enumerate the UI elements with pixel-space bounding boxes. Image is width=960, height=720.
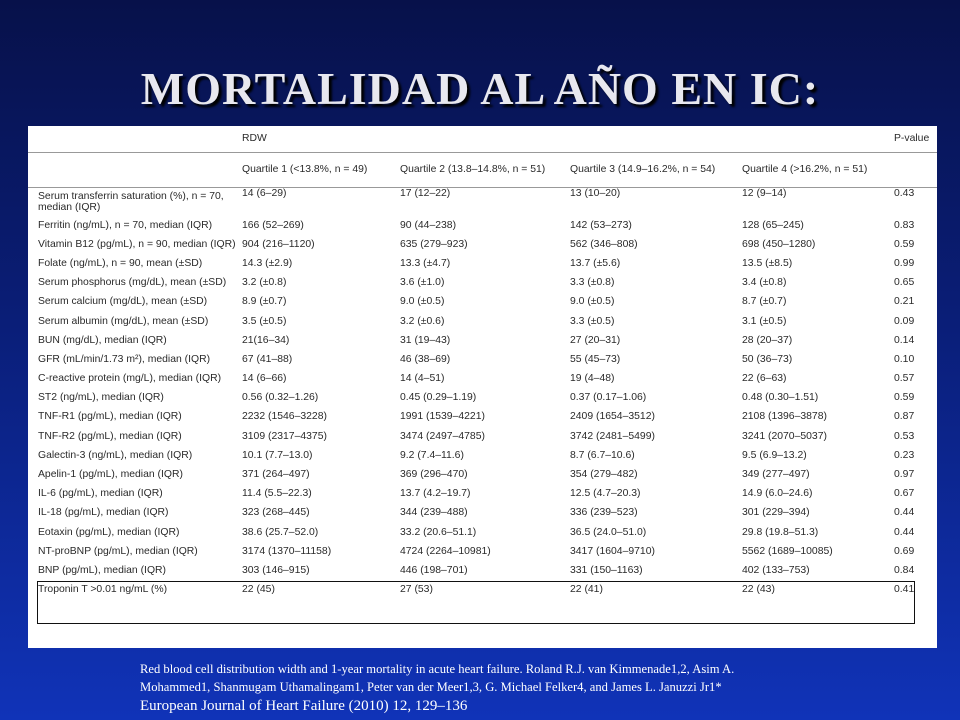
quartile-3-cell: 331 (150–1163): [570, 564, 643, 576]
row-label: [28, 388, 242, 407]
quartile-4-cell: 9.5 (6.9–13.2): [742, 449, 807, 461]
quartile-1-cell: 371 (264–497): [242, 469, 310, 481]
quartile-4-cell: 13.5 (±8.5): [742, 257, 793, 269]
row-label: [28, 427, 242, 446]
p-value-cell: 0.83: [894, 219, 915, 231]
citation-line-1: Red blood cell distribution width and 1-year mortality in acute heart failure. Roland R.J. van Kimmenade1,2, Asim A.: [140, 662, 735, 676]
rdw-group-header: RDW: [242, 126, 894, 152]
quartile-3-cell: 9.0 (±0.5): [570, 296, 615, 308]
quartile-1-cell: 38.6 (25.7–52.0): [242, 526, 319, 538]
table-row: [28, 216, 937, 235]
table-row: [28, 187, 937, 216]
table-row: [28, 292, 937, 311]
table-image-panel: [28, 126, 937, 648]
citation-journal: European Journal of Heart Failure (2010) 12, 129–136: [140, 698, 468, 714]
quartile-2-cell: 17 (12–22): [400, 187, 451, 199]
quartile-4-cell: 3241 (2070–5037): [742, 430, 827, 442]
quartile-2-cell: 3474 (2497–4785): [400, 430, 485, 442]
quartile-1-cell: 0.56 (0.32–1.26): [242, 392, 319, 404]
row-label: [28, 446, 242, 465]
quartile-1-cell: 904 (216–1120): [242, 238, 315, 250]
table-row: [28, 542, 937, 561]
p-value-cell: 0.23: [894, 449, 915, 461]
quartile-2-cell: 13.7 (4.2–19.7): [400, 488, 471, 500]
quartile-1-cell: 2232 (1546–3228): [242, 411, 327, 423]
quartile-1-cell: 67 (41–88): [242, 353, 293, 365]
quartile-3-cell: 562 (346–808): [570, 238, 638, 250]
p-value-cell: 0.43: [894, 187, 915, 199]
row-label-text: ST2 (ng/mL), median (IQR): [38, 392, 164, 404]
row-label: [28, 331, 242, 350]
table-row: [28, 446, 937, 465]
quartile-4-cell: 22 (6–63): [742, 373, 787, 385]
p-value-cell: 0.10: [894, 353, 915, 365]
p-value-cell: 0.57: [894, 373, 915, 385]
table-row: [28, 503, 937, 522]
row-label-text: BNP (pg/mL), median (IQR): [38, 564, 166, 576]
table-row: [28, 235, 937, 254]
p-value-cell: 0.44: [894, 507, 915, 519]
p-value-cell: 0.99: [894, 257, 915, 269]
quartile-1-cell: 22 (45): [242, 584, 275, 596]
table-row: [28, 427, 937, 446]
quartile-2-cell: 13.3 (±4.7): [400, 257, 451, 269]
row-label: [28, 292, 242, 311]
quartile-1-cell: 166 (52–269): [242, 219, 304, 231]
row-label-text: Serum albumin (mg/dL), mean (±SD): [38, 315, 209, 327]
table-row: [28, 273, 937, 292]
quartile-2-cell: 90 (44–238): [400, 219, 457, 231]
quartile-2-cell: 4724 (2264–10981): [400, 545, 491, 557]
row-label-text: Folate (ng/mL), n = 90, mean (±SD): [38, 257, 203, 269]
quartile-3-cell: 12.5 (4.7–20.3): [570, 488, 641, 500]
row-label: [28, 484, 242, 503]
quartile-2-cell: 33.2 (20.6–51.1): [400, 526, 477, 538]
table-row: [28, 331, 937, 350]
p-value-cell: 0.97: [894, 469, 915, 481]
row-label-text: IL-6 (pg/mL), median (IQR): [38, 488, 163, 500]
row-label-text: TNF-R2 (pg/mL), median (IQR): [38, 430, 182, 442]
row-label: [28, 254, 242, 273]
quartile-4-cell: 3.1 (±0.5): [742, 315, 787, 327]
table-row: [28, 311, 937, 330]
quartile-4-cell: 3.4 (±0.8): [742, 277, 787, 289]
quartile-4-cell: 5562 (1689–10085): [742, 545, 833, 557]
quartile-4-cell: 8.7 (±0.7): [742, 296, 787, 308]
quartile-3-cell: 22 (41): [570, 584, 603, 596]
row-label: [28, 407, 242, 426]
row-label: [28, 350, 242, 369]
row-label: [28, 561, 242, 580]
rdw-table: [28, 126, 937, 599]
table-row: [28, 465, 937, 484]
quartile-4-cell: 2108 (1396–3878): [742, 411, 827, 423]
quartile-4-cell: 28 (20–37): [742, 334, 793, 346]
p-value-cell: 0.87: [894, 411, 915, 423]
quartile-2-cell: 0.45 (0.29–1.19): [400, 392, 477, 404]
quartile-3-cell: 354 (279–482): [570, 469, 638, 481]
quartile-1-header: Quartile 1 (<13.8%, n = 49): [242, 152, 400, 187]
quartile-1-cell: 14.3 (±2.9): [242, 257, 293, 269]
row-label-text: Serum phosphorus (mg/dL), mean (±SD): [38, 277, 227, 289]
row-label-text: Vitamin B12 (pg/mL), n = 90, median (IQR): [38, 238, 236, 250]
table-row: [28, 350, 937, 369]
row-label-text-2: median (IQR): [38, 201, 101, 213]
quartile-4-cell: 698 (450–1280): [742, 238, 816, 250]
row-label-text: BUN (mg/dL), median (IQR): [38, 334, 167, 346]
quartile-1-cell: 14 (6–29): [242, 187, 287, 199]
quartile-3-header: Quartile 3 (14.9–16.2%, n = 54): [570, 152, 742, 187]
row-label-text: GFR (mL/min/1.73 m²), median (IQR): [38, 353, 211, 365]
p-value-cell: 0.84: [894, 564, 915, 576]
row-label: [28, 369, 242, 388]
quartile-4-cell: 402 (133–753): [742, 564, 810, 576]
quartile-3-cell: 27 (20–31): [570, 334, 621, 346]
row-label-text: Troponin T >0.01 ng/mL (%): [38, 584, 168, 596]
p-value-cell: 0.14: [894, 334, 915, 346]
quartile-3-cell: 142 (53–273): [570, 219, 632, 231]
p-value-cell: 0.44: [894, 526, 915, 538]
quartile-1-cell: 3.2 (±0.8): [242, 277, 287, 289]
table-row: [28, 484, 937, 503]
quartile-2-cell: 369 (296–470): [400, 469, 468, 481]
quartile-1-cell: 3174 (1370–11158): [242, 545, 332, 557]
row-label: [28, 465, 242, 484]
quartile-2-cell: 635 (279–923): [400, 238, 468, 250]
quartile-4-cell: 14.9 (6.0–24.6): [742, 488, 813, 500]
p-value-cell: 0.65: [894, 277, 915, 289]
quartile-1-cell: 303 (146–915): [242, 564, 310, 576]
quartile-3-cell: 55 (45–73): [570, 353, 621, 365]
quartile-2-cell: 27 (53): [400, 584, 433, 596]
quartile-4-cell: 29.8 (19.8–51.3): [742, 526, 819, 538]
table-row: [28, 388, 937, 407]
quartile-3-cell: 3417 (1604–9710): [570, 545, 655, 557]
row-label-text: Apelin-1 (pg/mL), median (IQR): [38, 469, 183, 481]
quartile-4-cell: 301 (229–394): [742, 507, 810, 519]
quartile-4-cell: 349 (277–497): [742, 469, 810, 481]
p-value-cell: 0.21: [894, 296, 915, 308]
p-value-cell: 0.09: [894, 315, 915, 327]
quartile-4-cell: 0.48 (0.30–1.51): [742, 392, 819, 404]
table-row: [28, 580, 937, 599]
quartile-2-cell: 446 (198–701): [400, 564, 468, 576]
quartile-3-cell: 8.7 (6.7–10.6): [570, 449, 635, 461]
row-label: [28, 542, 242, 561]
p-value-cell: 0.69: [894, 545, 915, 557]
row-label: [28, 580, 242, 599]
p-value-cell: 0.67: [894, 488, 915, 500]
row-label-text: Serum calcium (mg/dL), mean (±SD): [38, 296, 208, 308]
quartile-2-cell: 1991 (1539–4221): [400, 411, 485, 423]
quartile-4-header: Quartile 4 (>16.2%, n = 51): [742, 152, 894, 187]
quartile-1-cell: 3.5 (±0.5): [242, 315, 287, 327]
row-label-text: IL-18 (pg/mL), median (IQR): [38, 507, 169, 519]
quartile-2-cell: 344 (239–488): [400, 507, 468, 519]
quartile-3-cell: 3.3 (±0.5): [570, 315, 615, 327]
quartile-2-cell: 9.0 (±0.5): [400, 296, 445, 308]
quartile-4-cell: 12 (9–14): [742, 187, 787, 199]
quartile-3-cell: 13 (10–20): [570, 187, 621, 199]
quartile-3-cell: 0.37 (0.17–1.06): [570, 392, 647, 404]
row-label-text: Eotaxin (pg/mL), median (IQR): [38, 526, 180, 538]
citation-line-2: Mohammed1, Shanmugam Uthamalingam1, Peter van der Meer1,3, G. Michael Felker4, and James L. Januzzi Jr1*: [140, 680, 722, 694]
quartile-3-cell: 3.3 (±0.8): [570, 277, 615, 289]
quartile-1-cell: 10.1 (7.7–13.0): [242, 449, 313, 461]
quartile-2-cell: 3.6 (±1.0): [400, 277, 445, 289]
quartile-2-cell: 31 (19–43): [400, 334, 451, 346]
quartile-1-cell: 14 (6–66): [242, 373, 287, 385]
quartile-1-cell: 8.9 (±0.7): [242, 296, 287, 308]
table-body: [28, 187, 937, 599]
p-value-cell: 0.53: [894, 430, 915, 442]
row-label-text: Ferritin (ng/mL), n = 70, median (IQR): [38, 219, 213, 231]
row-label: [28, 216, 242, 235]
row-label: [28, 311, 242, 330]
quartile-1-cell: 323 (268–445): [242, 507, 310, 519]
row-label: [28, 187, 242, 216]
p-value-cell: 0.41: [894, 584, 915, 596]
table-row: [28, 523, 937, 542]
row-label-text: NT-proBNP (pg/mL), median (IQR): [38, 545, 198, 557]
quartile-3-cell: 336 (239–523): [570, 507, 638, 519]
quartile-2-cell: 46 (38–69): [400, 353, 451, 365]
citation: [140, 660, 940, 716]
quartile-2-header: Quartile 2 (13.8–14.8%, n = 51): [400, 152, 570, 187]
slide-title: MORTALIDAD AL AÑO EN IC:: [140, 63, 820, 114]
row-label: [28, 523, 242, 542]
p-value-cell: 0.59: [894, 392, 915, 404]
row-label: [28, 235, 242, 254]
quartile-3-cell: 13.7 (±5.6): [570, 257, 621, 269]
row-label: [28, 503, 242, 522]
quartile-1-cell: 3109 (2317–4375): [242, 430, 327, 442]
quartile-3-cell: 2409 (1654–3512): [570, 411, 655, 423]
table-row: [28, 254, 937, 273]
quartile-2-cell: 9.2 (7.4–11.6): [400, 449, 464, 461]
row-label-text: TNF-R1 (pg/mL), median (IQR): [38, 411, 182, 423]
row-label-text: Serum transferrin saturation (%), n = 70,: [38, 190, 224, 202]
table-row: [28, 407, 937, 426]
quartile-2-cell: 3.2 (±0.6): [400, 315, 445, 327]
quartile-1-cell: 11.4 (5.5–22.3): [242, 488, 312, 500]
table-row: [28, 369, 937, 388]
quartile-3-cell: 36.5 (24.0–51.0): [570, 526, 647, 538]
pvalue-header: P-value: [894, 133, 930, 145]
quartile-3-cell: 19 (4–48): [570, 373, 615, 385]
row-label-text: Galectin-3 (ng/mL), median (IQR): [38, 449, 193, 461]
quartile-1-cell: 21(16–34): [242, 334, 290, 346]
quartile-3-cell: 3742 (2481–5499): [570, 430, 655, 442]
row-label-text: C-reactive protein (mg/L), median (IQR): [38, 373, 222, 385]
quartile-4-cell: 128 (65–245): [742, 219, 804, 231]
quartile-4-cell: 22 (43): [742, 584, 775, 596]
table-row: [28, 561, 937, 580]
quartile-2-cell: 14 (4–51): [400, 373, 445, 385]
quartile-4-cell: 50 (36–73): [742, 353, 793, 365]
row-label: [28, 273, 242, 292]
p-value-cell: 0.59: [894, 238, 915, 250]
